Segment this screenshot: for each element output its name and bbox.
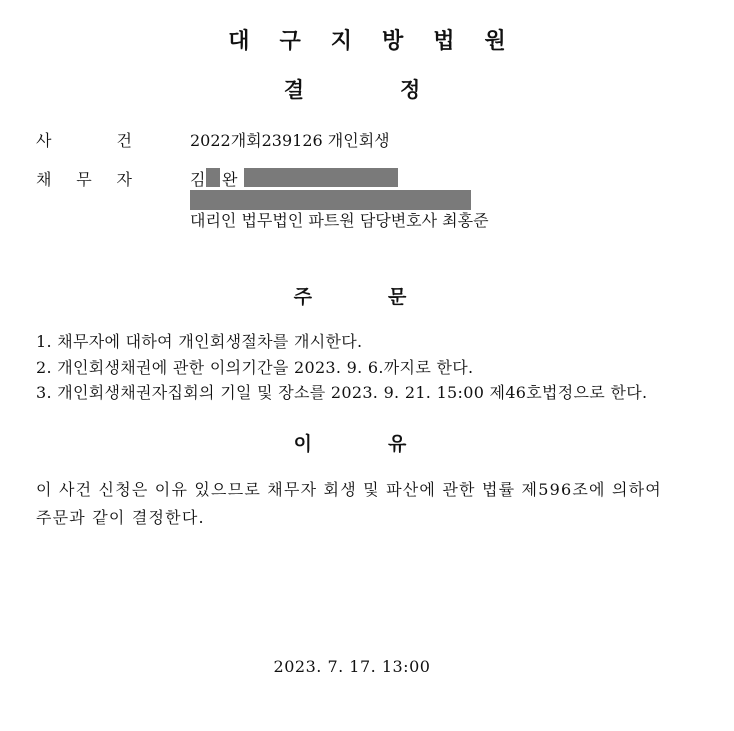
reason-line: 이 사건 신청은 이유 있으므로 채무자 회생 및 파산에 관한 법률 제596조에 의하여 — [36, 480, 662, 499]
order-heading: 주문 — [293, 286, 483, 308]
case-label-char: 사 — [36, 131, 52, 150]
decision-date: 2023. 7. 17. 13:00 — [273, 657, 431, 676]
case-number: 2022개회239126 개인회생 — [190, 131, 390, 150]
debtor-label-char: 채 — [36, 170, 52, 189]
debtor-label — [36, 167, 132, 190]
order-item: 1. 채무자에 대하여 개인회생절차를 개시한다. — [36, 332, 363, 351]
redaction-block — [206, 168, 220, 187]
order-item: 2. 개인회생채권에 관한 이의기간을 2023. 9. 6.까지로 한다. — [36, 358, 474, 377]
debtor-label-char: 무 — [76, 170, 92, 189]
reason-heading: 이유 — [293, 433, 483, 455]
agent-line: 대리인 법무법인 파트원 담당변호사 최홍준 — [190, 211, 489, 230]
debtor-name-first: 김 — [190, 170, 206, 189]
debtor-label-char: 자 — [116, 170, 132, 189]
document-type-title: 결정 — [283, 77, 517, 102]
order-item: 3. 개인회생채권자집회의 기일 및 장소를 2023. 9. 21. 15:00 제46호법정으로 한다. — [36, 383, 648, 402]
reason-line: 주문과 같이 결정한다. — [36, 508, 205, 527]
case-label-char: 건 — [116, 131, 132, 150]
redaction-block — [190, 190, 471, 210]
redaction-block — [244, 168, 398, 187]
court-name-title: 대구지방법원 — [228, 28, 536, 54]
debtor-name-last: 완 — [222, 170, 238, 189]
case-label — [36, 128, 132, 151]
